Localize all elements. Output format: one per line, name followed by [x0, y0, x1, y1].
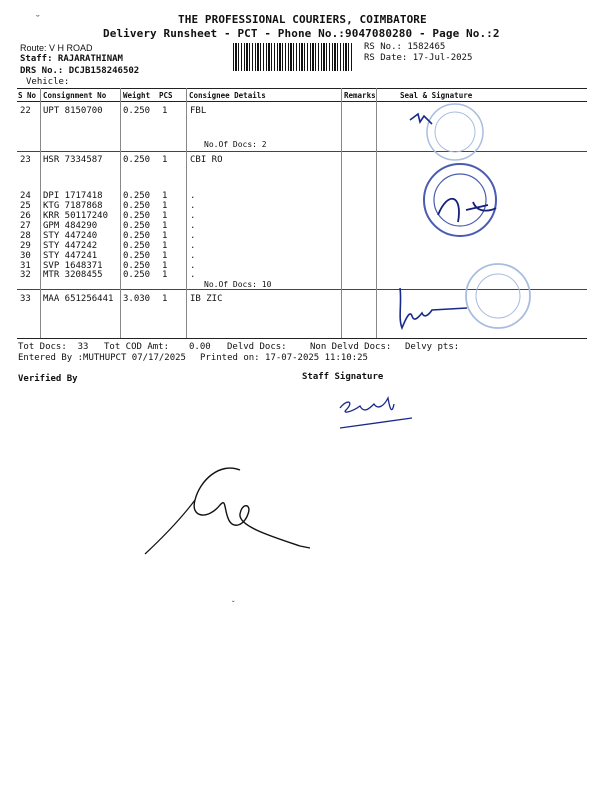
row-consignment: MAA 651256441 [43, 294, 114, 304]
row-pcs: 1 [162, 211, 168, 221]
seal-stamp-1 [410, 102, 500, 162]
row-sno: 30 [20, 251, 31, 261]
table-bottom-rule [17, 338, 587, 339]
verifier-signature [140, 460, 340, 560]
row-consignee: . [190, 241, 196, 251]
row-pcs: 1 [162, 261, 168, 271]
total-cod-value: 0.00 [189, 342, 211, 352]
row-consignment: SVP 1648371 [43, 261, 103, 271]
row-sno: 24 [20, 191, 31, 201]
stray-mark-icon: ˇ [232, 600, 235, 609]
entered-by: Entered By :MUTHUPCT 07/17/2025 [18, 353, 186, 363]
drs-number: DRS No.: DCJB158246502 [20, 66, 140, 76]
row-consignee: . [190, 231, 196, 241]
staff-signature [330, 388, 420, 438]
header-remarks: Remarks [344, 91, 376, 100]
col-divider [186, 88, 187, 338]
total-cod-label: Tot COD Amt: [104, 342, 170, 352]
non-delivered-docs: Non Delvd Docs: [310, 342, 392, 352]
row-pcs: 1 [162, 191, 168, 201]
row-weight: 0.250 [123, 201, 151, 211]
row-weight: 0.250 [123, 221, 151, 231]
col-divider [341, 88, 342, 338]
row-consignee: . [190, 251, 196, 261]
rs-date: RS Date: 17-Jul-2025 [364, 53, 473, 63]
row-consignee: CBI RO [190, 155, 223, 165]
vehicle-label: Vehicle: [26, 77, 70, 87]
table-top-rule [17, 88, 587, 89]
header-sno: S No [18, 91, 37, 100]
document-title: THE PROFESSIONAL COURIERS, COIMBATORE [178, 13, 427, 26]
delivered-docs: Delvd Docs: [227, 342, 287, 352]
row-pcs: 1 [162, 251, 168, 261]
row-consignee: . [190, 221, 196, 231]
row-consignee: . [190, 211, 196, 221]
document-subtitle: Delivery Runsheet - PCT - Phone No.:9047080280 - Page No.:2 [103, 27, 500, 40]
row-sno: 22 [20, 106, 31, 116]
row-weight: 0.250 [123, 155, 151, 165]
docs-count-note: No.Of Docs: 10 [204, 280, 272, 289]
row-consignment: STY 447242 [43, 241, 98, 251]
row-pcs: 1 [162, 270, 168, 280]
row-sno: 32 [20, 270, 31, 280]
row-weight: 0.250 [123, 251, 151, 261]
row-weight: 0.250 [123, 261, 151, 271]
row-sno: 25 [20, 201, 31, 211]
signature-row-33 [392, 288, 482, 338]
row-consignee: . [190, 261, 196, 271]
docs-count-note: No.Of Docs: 2 [204, 140, 267, 149]
header-consignment: Consignment No [43, 91, 107, 100]
pen-mark-icon: ˇ [36, 14, 40, 26]
row-pcs: 1 [162, 155, 168, 165]
row-consignment: KTG 7187868 [43, 201, 103, 211]
row-consignment: GPM 484290 [43, 221, 98, 231]
row-pcs: 1 [162, 241, 168, 251]
row-consignee: IB ZIC [190, 294, 223, 304]
col-divider [120, 88, 121, 338]
row-weight: 0.250 [123, 191, 151, 201]
header-pcs: PCS [159, 91, 173, 100]
row-sno: 27 [20, 221, 31, 231]
row-weight: 0.250 [123, 211, 151, 221]
row-consignment: STY 447241 [43, 251, 98, 261]
rs-number: RS No.: 1582465 [364, 42, 446, 52]
row-consignment: DPI 1717418 [43, 191, 103, 201]
table-header-rule [17, 101, 587, 102]
barcode-icon [233, 43, 354, 71]
row-pcs: 1 [162, 294, 168, 304]
row-pcs: 1 [162, 201, 168, 211]
row-weight: 0.250 [123, 231, 151, 241]
header-weight: Weight [123, 91, 151, 100]
row-pcs: 1 [162, 221, 168, 231]
verified-by-label: Verified By [18, 374, 78, 384]
header-consignee: Consignee Details [189, 91, 266, 100]
row-consignment: KRR 50117240 [43, 211, 109, 221]
row-consignee: . [190, 270, 196, 280]
row-weight: 0.250 [123, 270, 151, 280]
row-sno: 33 [20, 294, 31, 304]
row-consignee: . [190, 201, 196, 211]
row-consignment: MTR 3208455 [43, 270, 103, 280]
row-weight: 0.250 [123, 106, 151, 116]
row-pcs: 1 [162, 231, 168, 241]
col-divider [376, 88, 377, 338]
row-sno: 31 [20, 261, 31, 271]
printed-on: Printed on: 17-07-2025 11:10:25 [200, 353, 368, 363]
row-sno: 26 [20, 211, 31, 221]
row-sno: 29 [20, 241, 31, 251]
row-consignee: FBL [190, 106, 207, 116]
row-consignment: UPT 8150700 [43, 106, 103, 116]
route-label: Route: V H ROAD [20, 43, 93, 53]
row-sno: 23 [20, 155, 31, 165]
row-divider [17, 151, 587, 152]
row-sno: 28 [20, 231, 31, 241]
row-weight: 3.030 [123, 294, 151, 304]
header-seal: Seal & Signature [400, 91, 473, 100]
staff-signature-label: Staff Signature [302, 372, 384, 382]
delivery-points: Delvy pts: [405, 342, 460, 352]
row-pcs: 1 [162, 106, 168, 116]
staff-label: Staff: RAJARATHINAM [20, 54, 123, 64]
row-consignment: STY 447240 [43, 231, 98, 241]
row-weight: 0.250 [123, 241, 151, 251]
total-docs: Tot Docs: 33 [18, 342, 89, 352]
col-divider [40, 88, 41, 338]
row-consignment: HSR 7334587 [43, 155, 103, 165]
row-consignee: . [190, 191, 196, 201]
seal-stamp-2 [418, 160, 508, 245]
